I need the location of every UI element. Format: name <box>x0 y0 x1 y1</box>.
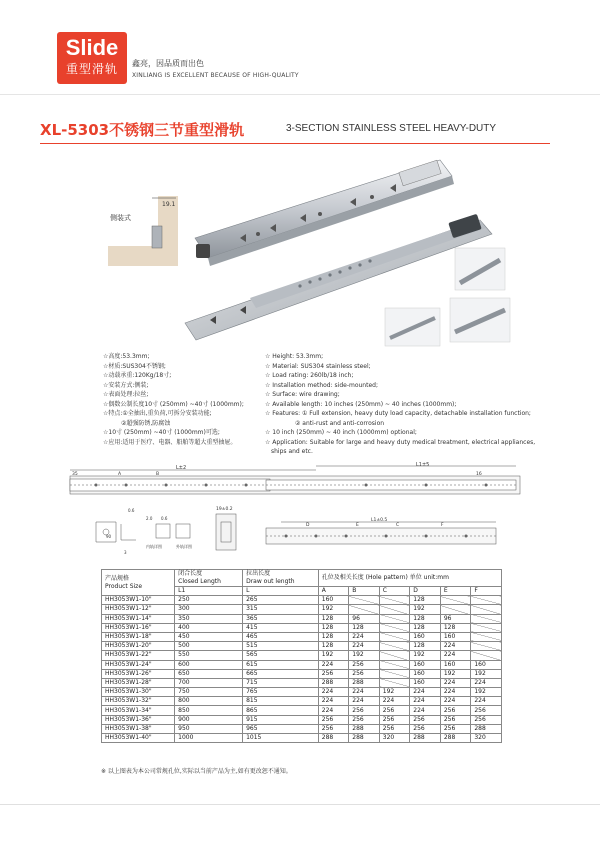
table-cell-f <box>471 623 502 632</box>
spec-cn-line: ☆表面处理:拉丝; <box>103 391 149 398</box>
header-d: D <box>410 587 441 596</box>
table-row <box>102 614 502 623</box>
table-row <box>102 596 502 605</box>
table-cell-e: 160 <box>440 632 471 641</box>
table-cell-e: 224 <box>440 688 471 697</box>
dim-l-pm2: L±2 <box>176 465 187 471</box>
table-cell-e: 224 <box>440 642 471 651</box>
table-cell-l1: 650 <box>175 669 243 678</box>
technical-drawings <box>66 462 546 564</box>
table-cell-l1: 800 <box>175 697 243 706</box>
table-cell-model: HH3053W1-34" <box>102 706 175 715</box>
table-cell-l1: 850 <box>175 706 243 715</box>
table-cell-c: 256 <box>379 724 410 733</box>
dim-small-1: 2.0 <box>146 516 153 521</box>
header-e: E <box>440 587 471 596</box>
spec-cn-line: ☆应用:适用于医疗、电器、船舶等超大重型抽屉。 <box>103 438 237 446</box>
header-hole-pattern: 孔位及相关长度 (Hole pattern) 单位 unit:mm <box>318 570 501 587</box>
table-row <box>102 724 502 733</box>
spec-en-line: ☆ Height: 53.3mm; <box>265 353 324 360</box>
table-cell-e: 256 <box>440 724 471 733</box>
table-cell-l: 765 <box>243 688 319 697</box>
table-header-row <box>102 570 502 587</box>
table-cell-f <box>471 632 502 641</box>
table-cell-l1: 950 <box>175 724 243 733</box>
table-cell-b <box>349 605 380 614</box>
header-closed: 闭合长度 Closed Length <box>175 570 243 587</box>
table-cell-c <box>379 660 410 669</box>
spec-en-line: ☆ Installation method: side-mounted; <box>265 381 378 389</box>
drawing-letter-b: B <box>156 472 160 477</box>
table-cell-b: 128 <box>349 623 380 632</box>
table-cell-f: 256 <box>471 706 502 715</box>
table-cell-b: 224 <box>349 642 380 651</box>
product-illustration <box>100 148 520 348</box>
table-cell-d: 128 <box>410 614 441 623</box>
table-cell-f: 224 <box>471 678 502 687</box>
dim-small-4: 90 <box>106 534 112 539</box>
table-cell-model: HH3053W1-26" <box>102 669 175 678</box>
table-cell-d: 288 <box>410 734 441 743</box>
table-cell-d: 160 <box>410 632 441 641</box>
table-cell-b: 256 <box>349 669 380 678</box>
table-cell-l1: 700 <box>175 678 243 687</box>
table-cell-f <box>471 614 502 623</box>
table-cell-l: 665 <box>243 669 319 678</box>
table-cell-c: 224 <box>379 697 410 706</box>
table-cell-l: 565 <box>243 651 319 660</box>
table-cell-e: 192 <box>440 669 471 678</box>
spec-en-line: ☆ 10 inch (250mm) ~ 40 inch (1000mm) optional; <box>265 429 417 436</box>
table-cell-f: 256 <box>471 715 502 724</box>
table-cell-l1: 450 <box>175 632 243 641</box>
table-cell-d: 128 <box>410 642 441 651</box>
header-a: A <box>318 587 349 596</box>
header-product: 产品规格 Product Size <box>102 570 175 596</box>
table-cell-c <box>379 623 410 632</box>
dim-small-5: 3 <box>124 550 127 555</box>
table-cell-c <box>379 605 410 614</box>
footer-divider <box>0 804 600 805</box>
table-cell-b: 224 <box>349 688 380 697</box>
table-cell-e: 224 <box>440 697 471 706</box>
table-cell-d: 160 <box>410 678 441 687</box>
table-cell-l1: 300 <box>175 605 243 614</box>
table-cell-e: 224 <box>440 651 471 660</box>
product-title-cn: XL-5303不锈钢三节重型滑轨 <box>40 121 245 139</box>
table-cell-f: 192 <box>471 688 502 697</box>
table-cell-model: HH3053W1-30" <box>102 688 175 697</box>
table-cell-a: 224 <box>318 697 349 706</box>
table-cell-f <box>471 651 502 660</box>
table-cell-c <box>379 632 410 641</box>
table-cell-model: HH3053W1-14" <box>102 614 175 623</box>
dim-l1-pm5: L1±5 <box>416 462 430 468</box>
table-cell-l: 365 <box>243 614 319 623</box>
table-cell-c <box>379 669 410 678</box>
table-cell-b: 288 <box>349 724 380 733</box>
spec-en-line: ships and etc. <box>265 448 313 455</box>
drawing-letter-d: D <box>306 523 310 528</box>
table-cell-d: 128 <box>410 596 441 605</box>
table-cell-model: HH3053W1-40" <box>102 734 175 743</box>
table-cell-model: HH3053W1-22" <box>102 651 175 660</box>
spec-cn-line: ②超强防锈,防腐蚀 <box>103 419 171 427</box>
table-cell-f <box>471 605 502 614</box>
header-divider <box>0 94 600 95</box>
table-cell-c: 192 <box>379 688 410 697</box>
table-cell-model: HH3053W1-18" <box>102 632 175 641</box>
table-cell-f: 192 <box>471 669 502 678</box>
table-cell-l1: 550 <box>175 651 243 660</box>
table-cell-b: 256 <box>349 660 380 669</box>
table-cell-d: 224 <box>410 688 441 697</box>
table-cell-l: 715 <box>243 678 319 687</box>
drawing-letter-a: A <box>118 472 122 477</box>
header-c: C <box>379 587 410 596</box>
table-cell-a: 256 <box>318 669 349 678</box>
table-cell-c: 320 <box>379 734 410 743</box>
spec-cn-line: ☆10寸 (250mm) ~40寸 (1000mm)可选; <box>103 429 220 436</box>
dim-l1-pm05: L1±0.5 <box>371 518 388 523</box>
table-cell-e <box>440 605 471 614</box>
table-cell-model: HH3053W1-16" <box>102 623 175 632</box>
table-cell-a: 224 <box>318 706 349 715</box>
table-cell-e: 160 <box>440 660 471 669</box>
table-cell-d: 224 <box>410 697 441 706</box>
table-cell-b: 288 <box>349 734 380 743</box>
table-cell-d: 160 <box>410 669 441 678</box>
table-cell-a: 224 <box>318 660 349 669</box>
table-cell-c: 256 <box>379 706 410 715</box>
table-cell-l1: 500 <box>175 642 243 651</box>
spec-en-line: ② anti-rust and anti-corrosion <box>265 419 385 427</box>
table-cell-model: HH3053W1-28" <box>102 678 175 687</box>
specs-en-list <box>265 352 535 457</box>
table-cell-d: 256 <box>410 715 441 724</box>
dim-35: 35 <box>72 472 78 477</box>
table-cell-e: 96 <box>440 614 471 623</box>
table-cell-l: 615 <box>243 660 319 669</box>
footnote: ※ 以上图表为本公司常规孔位,实际以当前产品为主,如有更改恕不通知。 <box>101 768 292 775</box>
spec-en-line: ☆ Load rating: 260lb/18 inch; <box>265 372 354 379</box>
table-body <box>102 596 502 743</box>
table-cell-l: 865 <box>243 706 319 715</box>
side-mount-dim: 19.1 <box>162 201 176 208</box>
table-cell-b: 224 <box>349 632 380 641</box>
table-cell-l1: 400 <box>175 623 243 632</box>
table-cell-d: 192 <box>410 605 441 614</box>
slogan-en: XINLIANG IS EXCELLENT BECAUSE OF HIGH-QUALITY <box>132 72 299 79</box>
table-cell-b: 192 <box>349 651 380 660</box>
drawing-extended-rail <box>70 462 520 494</box>
table-cell-a: 128 <box>318 614 349 623</box>
table-cell-a: 192 <box>318 605 349 614</box>
table-cell-f: 288 <box>471 724 502 733</box>
table-cell-l: 815 <box>243 697 319 706</box>
table-cell-l: 315 <box>243 605 319 614</box>
table-cell-c <box>379 614 410 623</box>
drawing-letter-f: F <box>441 523 444 528</box>
spec-en-line: ☆ Application: Suitable for large and heavy duty medical treatment, electrical appliances, <box>265 438 536 446</box>
dim-16: 16 <box>476 472 482 477</box>
table-cell-a: 128 <box>318 642 349 651</box>
table-cell-l1: 350 <box>175 614 243 623</box>
table-cell-f: 320 <box>471 734 502 743</box>
spec-en-line: ☆ Material: SUS304 stainless steel; <box>265 362 371 370</box>
table-cell-l: 515 <box>243 642 319 651</box>
product-title-en: 3-SECTION STAINLESS STEEL HEAVY-DUTY <box>286 123 497 134</box>
table-cell-e: 256 <box>440 706 471 715</box>
side-mount-label: 侧装式 <box>110 214 131 222</box>
table-cell-model: HH3053W1-20" <box>102 642 175 651</box>
table-cell-c <box>379 642 410 651</box>
table-row <box>102 697 502 706</box>
dim-small-0: 0.6 <box>128 508 135 513</box>
table-cell-a: 256 <box>318 715 349 724</box>
spec-cn-line: ☆动载承重:120Kg/18寸; <box>103 372 172 379</box>
table-cell-b: 256 <box>349 715 380 724</box>
table-cell-b: 224 <box>349 697 380 706</box>
table-cell-b: 96 <box>349 614 380 623</box>
table-cell-a: 288 <box>318 678 349 687</box>
table-cell-b <box>349 596 380 605</box>
table-row <box>102 688 502 697</box>
detail-outer-label: 外轨详图 <box>176 544 192 549</box>
table-cell-c <box>379 678 410 687</box>
table-cell-l: 465 <box>243 632 319 641</box>
table-cell-l1: 900 <box>175 715 243 724</box>
header-b: B <box>349 587 380 596</box>
specs-cn-list <box>103 352 263 447</box>
spec-en-line: ☆ Available length: 10 inches (250mm) ~ 40 inches (1000mm); <box>265 400 457 408</box>
dim-small-2: 0.6 <box>161 516 168 521</box>
table-cell-l: 1015 <box>243 734 319 743</box>
header-l1: L1 <box>175 587 243 596</box>
spec-en-line: ☆ Features: ① Full extension, heavy duty load capacity, detachable installation function; <box>265 410 531 417</box>
table-row <box>102 678 502 687</box>
table-cell-a: 128 <box>318 632 349 641</box>
brand-logo <box>57 32 127 84</box>
table-cell-e: 224 <box>440 678 471 687</box>
table-cell-model: HH3053W1-24" <box>102 660 175 669</box>
table-cell-c <box>379 651 410 660</box>
table-cell-model: HH3053W1-36" <box>102 715 175 724</box>
table-cell-l1: 250 <box>175 596 243 605</box>
drawing-letter-c: C <box>396 523 400 528</box>
table-cell-f <box>471 642 502 651</box>
detail-inner-label: 内轨详图 <box>146 544 162 549</box>
title-rule <box>40 143 550 144</box>
table-cell-l: 265 <box>243 596 319 605</box>
table-cell-model: HH3053W1-10" <box>102 596 175 605</box>
table-row <box>102 651 502 660</box>
table-cell-a: 224 <box>318 688 349 697</box>
table-row <box>102 715 502 724</box>
table-cell-b: 256 <box>349 706 380 715</box>
table-cell-l: 915 <box>243 715 319 724</box>
table-row <box>102 706 502 715</box>
table-cell-e: 128 <box>440 623 471 632</box>
table-cell-f: 224 <box>471 697 502 706</box>
table-cell-l: 965 <box>243 724 319 733</box>
table-cell-l1: 750 <box>175 688 243 697</box>
logo-text-en: Slide <box>65 35 119 60</box>
drawing-letter-e: E <box>356 523 359 528</box>
logo-text-cn: 重型滑轨 <box>65 62 118 76</box>
table-cell-e: 256 <box>440 715 471 724</box>
table-row <box>102 605 502 614</box>
table-cell-l1: 1000 <box>175 734 243 743</box>
drawing-closed-rail <box>266 517 496 544</box>
drawing-bracket <box>216 506 236 550</box>
table-cell-c <box>379 596 410 605</box>
table-cell-c: 256 <box>379 715 410 724</box>
drawing-cross-section <box>96 508 192 555</box>
slogan-cn: 鑫亮，因品质而出色 <box>132 59 204 68</box>
table-cell-a: 256 <box>318 724 349 733</box>
table-cell-d: 192 <box>410 651 441 660</box>
table-cell-model: HH3053W1-32" <box>102 697 175 706</box>
table-cell-a: 288 <box>318 734 349 743</box>
table-cell-model: HH3053W1-38" <box>102 724 175 733</box>
table-cell-b: 288 <box>349 678 380 687</box>
spec-cn-line: ☆安装方式:侧装; <box>103 381 149 389</box>
header-draw: 拉出长度 Draw out length <box>243 570 319 587</box>
table-row <box>102 623 502 632</box>
table-cell-l1: 600 <box>175 660 243 669</box>
table-row <box>102 632 502 641</box>
table-row <box>102 642 502 651</box>
table-cell-d: 256 <box>410 724 441 733</box>
table-cell-l: 415 <box>243 623 319 632</box>
table-cell-e <box>440 596 471 605</box>
table-cell-a: 192 <box>318 651 349 660</box>
table-cell-d: 128 <box>410 623 441 632</box>
table-cell-a: 160 <box>318 596 349 605</box>
table-row <box>102 660 502 669</box>
table-cell-model: HH3053W1-12" <box>102 605 175 614</box>
table-row <box>102 669 502 678</box>
table-cell-f: 160 <box>471 660 502 669</box>
header-f: F <box>471 587 502 596</box>
spec-en-line: ☆ Surface: wire drawing; <box>265 391 340 398</box>
spec-cn-line: ☆材质:SUS304不锈钢; <box>103 362 166 370</box>
side-mount-diagram <box>108 196 178 266</box>
table-cell-d: 224 <box>410 706 441 715</box>
table-row <box>102 734 502 743</box>
table-cell-f <box>471 596 502 605</box>
spec-cn-line: ☆特点:①全抽出,重负荷,可拆分安装功能; <box>103 410 212 417</box>
spec-cn-line: ☆高度:53.3mm; <box>103 353 150 360</box>
dim-small-3: 19±0.2 <box>216 507 233 512</box>
spec-cn-line: ☆偶数公制长度10寸 (250mm) ~40寸 (1000mm); <box>103 400 244 408</box>
table-cell-d: 160 <box>410 660 441 669</box>
spec-table <box>101 569 502 743</box>
table-cell-a: 128 <box>318 623 349 632</box>
header-l: L <box>243 587 319 596</box>
table-cell-e: 288 <box>440 734 471 743</box>
